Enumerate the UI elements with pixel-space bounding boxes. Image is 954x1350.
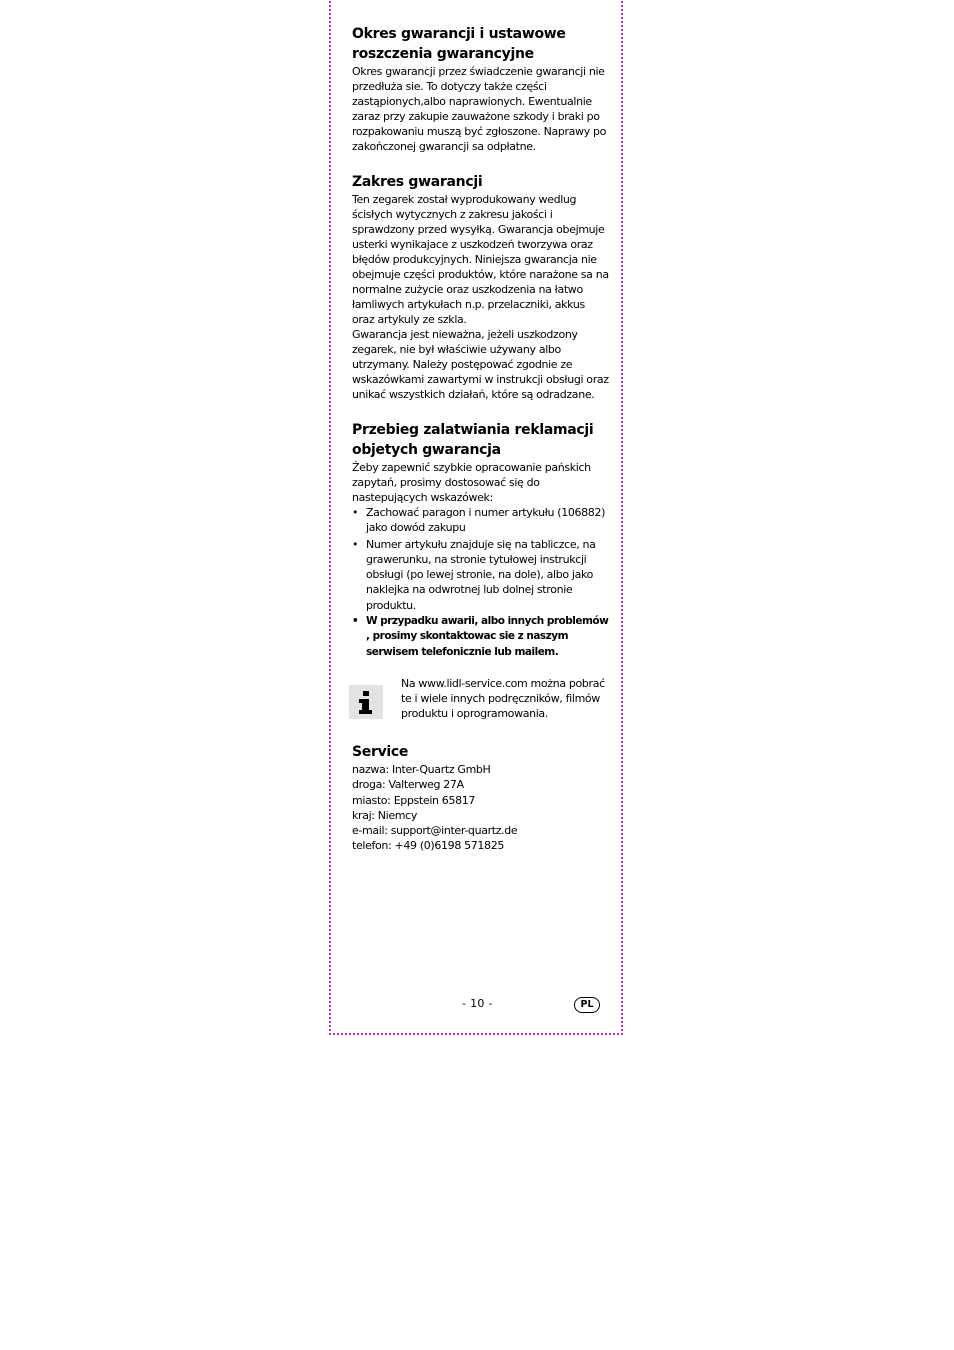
service-city: miasto: Eppstein 65817 <box>352 793 476 807</box>
list-item: • Numer artykułu znajduje się na tabliczce, na grawerunku, na stronie tytułowej instrukcji obsługi (po lewej stronie, na dole), albo jako naklejka na odwrotnej lub dolnej stronie produktu. <box>352 537 610 613</box>
info-note <box>352 676 610 726</box>
heading-warranty-period: Okres gwarancji i ustawowe roszczenia gwarancyjne <box>352 26 566 62</box>
list-item: • W przypadku awarii, albo innych problemów , prosimy skontaktowac sie z naszym serwisem telefonicznie lub mailem. <box>352 614 610 660</box>
section-warranty-scope <box>352 172 610 402</box>
info-icon <box>349 685 383 719</box>
heading-warranty-scope: Zakres gwarancji <box>352 174 483 190</box>
info-text: Na www.lidl-service.com można pobrać te i wiele innych podręczników, filmów produktu i oprogramowania. <box>401 676 605 720</box>
paragraph-warranty-scope-2: Gwarancja jest nieważna, jeżeli uszkodzony zegarek, nie był właściwie używany albo utrzymany. Należy postępować zgodnie ze wskazówkami zawartymi w instrukcji obsługi oraz unikać wszystkich działań, które są odradzane. <box>352 328 609 401</box>
service-name: nazwa: Inter-Quartz GmbH <box>352 762 491 776</box>
paragraph-warranty-period: Okres gwarancji przez świadczenie gwarancji nie przedłuża sie. To dotyczy także części zastąpionych,albo naprawionych. Ewentualnie zaraz przy zakupie zauważone szkody i braki po rozpakowaniu muszą być zgłoszone. Naprawy po zakończonej gwarancji sa odpłatne. <box>352 65 607 153</box>
claims-bullet-list <box>352 505 610 660</box>
list-item: • Zachować paragon i numer artykułu (106882) jako dowód zakupu <box>352 505 610 536</box>
service-phone: telefon: +49 (0)6198 571825 <box>352 839 505 853</box>
language-badge: PL <box>574 997 600 1013</box>
service-street: droga: Valterweg 27A <box>352 778 464 792</box>
service-country: kraj: Niemcy <box>352 808 418 822</box>
paragraph-warranty-scope-1: Ten zegarek został wyprodukowany wedlug ścisłych wytycznych z zakresu jakości i sprawdzony przed wysyłką. Gwarancja obejmuje usterki wynikajace z uszkodzeń tworzywa oraz błędów produkcyjnych. Niniejsza gwarancja nie obejmuje części produktów, które narażone sa na normalne zużycie oraz uszkodzenia na łatwo łamliwych artykułach n.p. przelaczniki, akkus oraz artykuly ze szkla. <box>352 193 609 326</box>
page-footer <box>329 996 623 1016</box>
service-email: e-mail: support@inter-quartz.de <box>352 824 518 838</box>
heading-service: Service <box>352 743 409 760</box>
section-service <box>352 742 610 854</box>
section-warranty-period <box>352 24 610 154</box>
page-content <box>352 24 610 854</box>
page-number: - 10 - <box>462 997 493 1010</box>
heading-claims-process: Przebieg zalatwiania reklamacji objetych gwarancja <box>352 422 594 458</box>
paragraph-claims-intro: Żeby zapewnić szybkie opracowanie pańskich zapytań, prosimy dostosować się do nastepujących wskazówek: <box>352 461 591 504</box>
section-claims-process <box>352 420 610 660</box>
